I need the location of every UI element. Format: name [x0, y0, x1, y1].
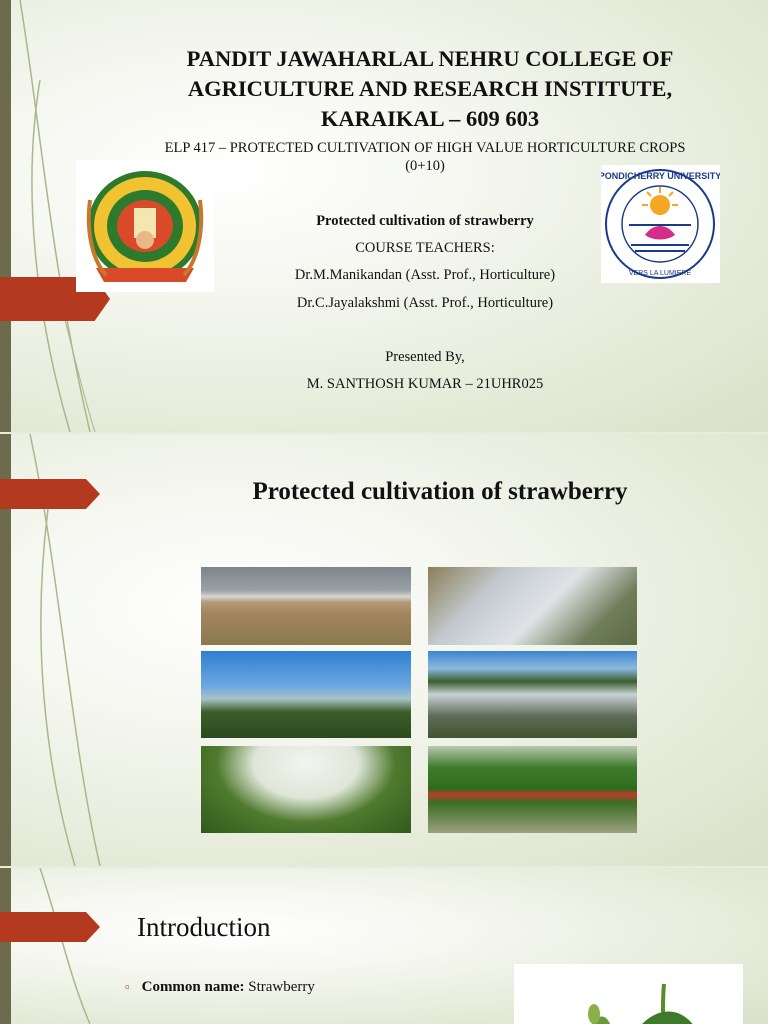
photo-countryside-tunnels [201, 651, 411, 738]
presented-by-label: Presented By, [385, 349, 465, 365]
teacher-1: Dr.M.Manikandan (Asst. Prof., Horticulture) [294, 267, 556, 283]
introduction-slide [0, 868, 768, 1024]
teacher-2: Dr.C.Jayalakshmi (Asst. Prof., Horticulture) [296, 295, 554, 311]
course-title: ELP 417 – PROTECTED CULTIVATION OF HIGH VALUE HORTICULTURE CROPS (0+10) [164, 140, 686, 174]
bullet-marker-icon: ▫ [125, 979, 130, 994]
college-title: PANDIT JAWAHARLAL NEHRU COLLEGE OF AGRICULTURE AND RESEARCH INSTITUTE, KARAIKAL – 609 603 [186, 46, 674, 131]
slide-title: Introduction [137, 912, 271, 942]
slide-sidebar [0, 868, 11, 1024]
title-slide [0, 0, 768, 432]
bullet-common-name: ▫ Common name: Strawberry [125, 979, 315, 995]
svg-text:PONDICHERRY UNIVERSITY: PONDICHERRY UNIVERSITY [601, 171, 720, 181]
teachers-heading: COURSE TEACHERS: [355, 240, 495, 256]
photo-farmhouse-tunnels [428, 651, 637, 738]
slide-sidebar [0, 0, 11, 432]
photos-slide [0, 434, 768, 866]
photo-greenhouse-field [201, 567, 411, 645]
strawberry-plant-image [514, 964, 743, 1024]
photo-polytunnel-aerial [428, 567, 637, 645]
photo-hanging-strawberries [428, 746, 637, 833]
decorative-swoosh [0, 868, 160, 1024]
topic-line: Protected cultivation of strawberry [316, 213, 534, 229]
presenter-name: M. SANTHOSH KUMAR – 21UHR025 [306, 376, 544, 392]
slide-title: Protected cultivation of strawberry [252, 478, 628, 505]
accent-tab [0, 912, 100, 942]
svg-text:VERS LA LUMIERE: VERS LA LUMIERE [628, 270, 692, 277]
accent-tab [0, 479, 100, 509]
photo-tunnel-interior [201, 746, 411, 833]
